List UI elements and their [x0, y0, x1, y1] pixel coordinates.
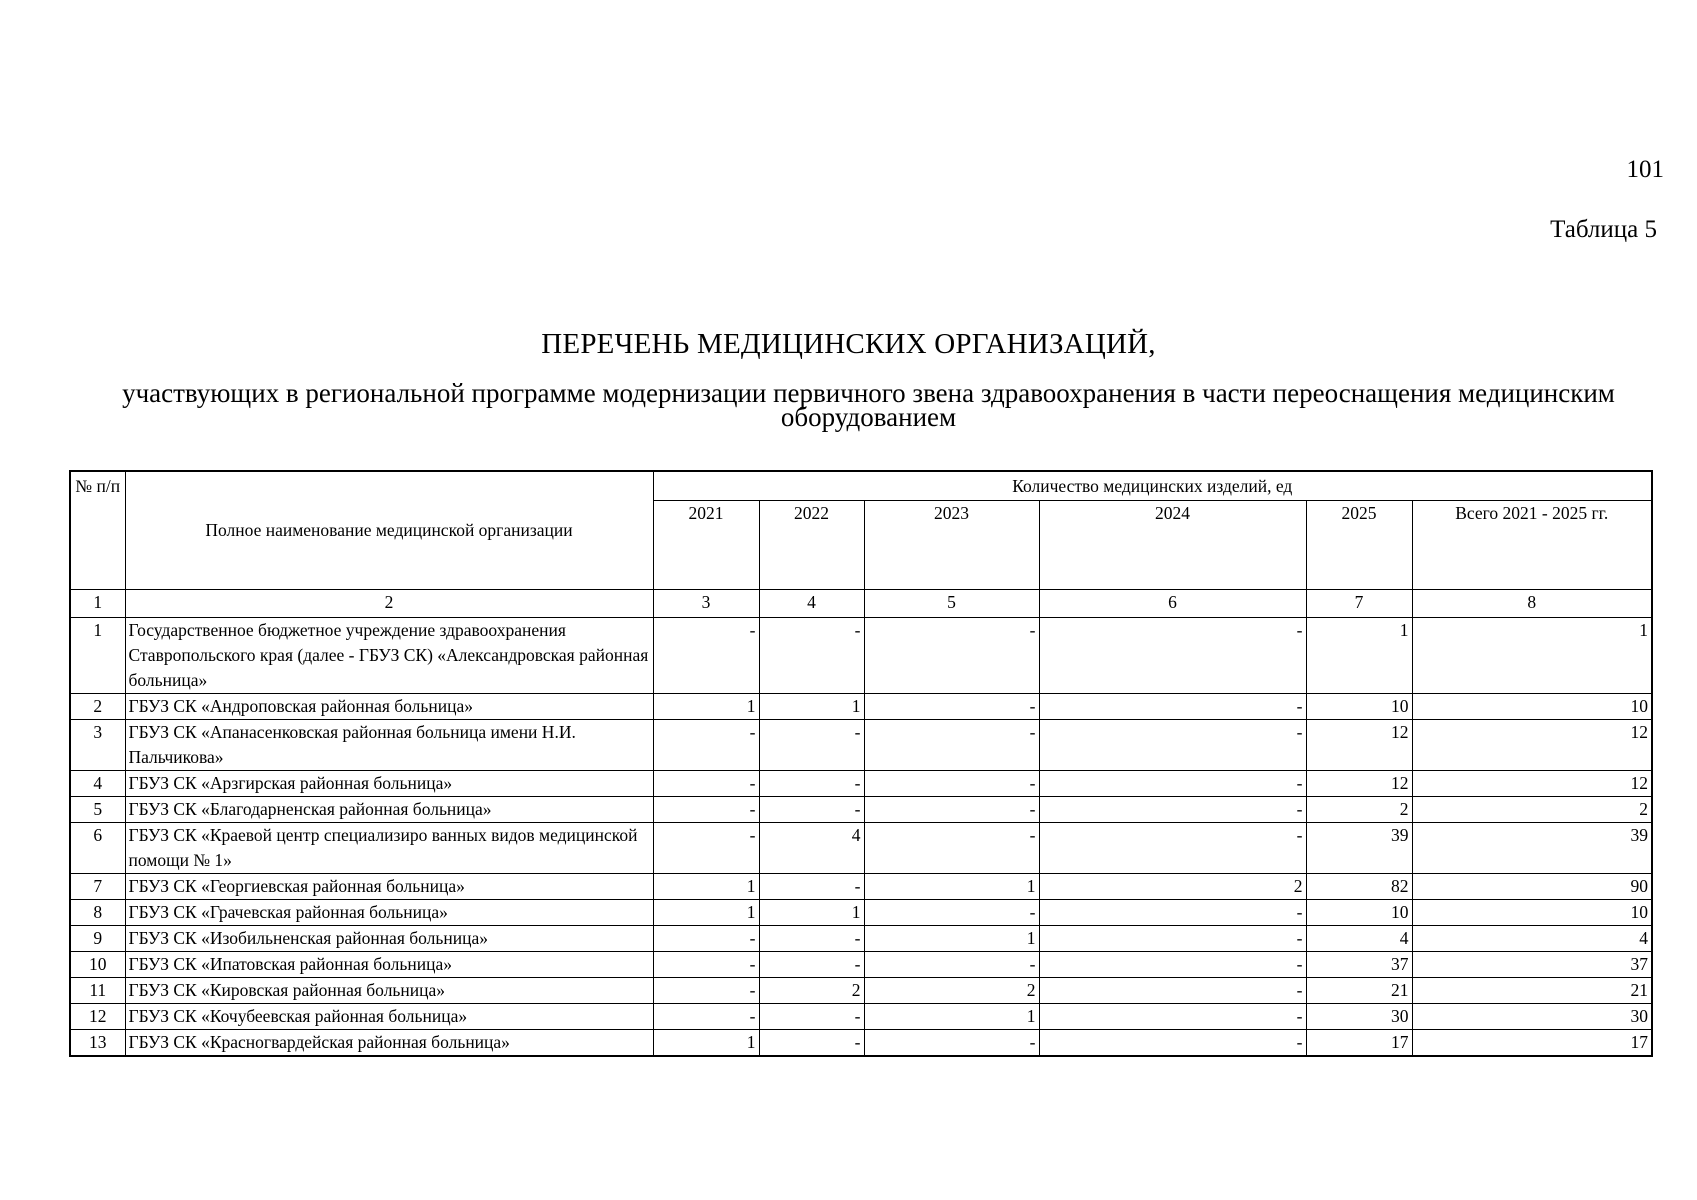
value-2025: 2 [1306, 797, 1412, 823]
value-2021: - [653, 978, 759, 1004]
value-2024: - [1039, 1004, 1306, 1030]
header-quantity-group: Количество медицинских изделий, ед [653, 471, 1652, 501]
value-2025: 37 [1306, 952, 1412, 978]
value-2023: 1 [864, 874, 1039, 900]
value-2025: 17 [1306, 1030, 1412, 1057]
organization-name: ГБУЗ СК «Апанасенковская районная больница имени Н.И. Пальчикова» [125, 720, 653, 771]
value-total: 37 [1412, 952, 1652, 978]
value-2021: - [653, 1004, 759, 1030]
value-total: 17 [1412, 1030, 1652, 1057]
row-number: 7 [70, 874, 125, 900]
value-2024: - [1039, 926, 1306, 952]
value-2022: - [759, 1004, 864, 1030]
value-2023: - [864, 694, 1039, 720]
table-row [70, 900, 1652, 926]
table-row [70, 926, 1652, 952]
value-2022: - [759, 926, 864, 952]
value-2025: 30 [1306, 1004, 1412, 1030]
row-number: 6 [70, 823, 125, 874]
table-label: Таблица 5 [1550, 216, 1657, 243]
value-2021: - [653, 952, 759, 978]
value-2021: 1 [653, 900, 759, 926]
organization-name: ГБУЗ СК «Изобильненская районная больница» [125, 926, 653, 952]
value-2023: 2 [864, 978, 1039, 1004]
header-year-2024: 2024 [1039, 501, 1306, 590]
row-number: 11 [70, 978, 125, 1004]
header-name: Полное наименование медицинской организации [125, 471, 653, 590]
header-num: № п/п [70, 471, 125, 590]
value-2025: 12 [1306, 720, 1412, 771]
value-2021: 1 [653, 1030, 759, 1057]
value-2021: - [653, 926, 759, 952]
value-2023: 1 [864, 926, 1039, 952]
column-number: 4 [759, 590, 864, 618]
table-row [70, 720, 1652, 771]
header-total: Всего 2021 - 2025 гг. [1412, 501, 1652, 590]
value-2024: - [1039, 694, 1306, 720]
value-2022: - [759, 952, 864, 978]
column-number: 2 [125, 590, 653, 618]
value-2022: - [759, 874, 864, 900]
row-number: 12 [70, 1004, 125, 1030]
column-number: 5 [864, 590, 1039, 618]
value-2025: 1 [1306, 618, 1412, 694]
value-2021: 1 [653, 874, 759, 900]
organization-name: ГБУЗ СК «Кочубеевская районная больница» [125, 1004, 653, 1030]
table-row [70, 823, 1652, 874]
organization-name: ГБУЗ СК «Краевой центр специализиро ванных видов медицинской помощи № 1» [125, 823, 653, 874]
value-2022: 1 [759, 900, 864, 926]
value-2021: - [653, 823, 759, 874]
value-2022: - [759, 771, 864, 797]
value-2024: - [1039, 978, 1306, 1004]
value-2023: 1 [864, 1004, 1039, 1030]
row-number: 3 [70, 720, 125, 771]
organization-name: ГБУЗ СК «Кировская районная больница» [125, 978, 653, 1004]
row-number: 13 [70, 1030, 125, 1057]
value-2021: - [653, 720, 759, 771]
table-row [70, 978, 1652, 1004]
value-2022: - [759, 797, 864, 823]
header-year-2025: 2025 [1306, 501, 1412, 590]
table-row [70, 1030, 1652, 1057]
value-total: 1 [1412, 618, 1652, 694]
organization-name: ГБУЗ СК «Андроповская районная больница» [125, 694, 653, 720]
value-2021: - [653, 771, 759, 797]
value-2023: - [864, 823, 1039, 874]
value-total: 30 [1412, 1004, 1652, 1030]
document-title: ПЕРЕЧЕНЬ МЕДИЦИНСКИХ ОРГАНИЗАЦИЙ, [541, 328, 1156, 360]
organization-name: ГБУЗ СК «Грачевская районная больница» [125, 900, 653, 926]
value-2025: 39 [1306, 823, 1412, 874]
value-2023: - [864, 900, 1039, 926]
header-year-2021: 2021 [653, 501, 759, 590]
header-year-2022: 2022 [759, 501, 864, 590]
column-number: 6 [1039, 590, 1306, 618]
value-2024: - [1039, 900, 1306, 926]
row-number: 2 [70, 694, 125, 720]
value-2021: - [653, 797, 759, 823]
value-2025: 12 [1306, 771, 1412, 797]
value-2022: - [759, 1030, 864, 1057]
value-2023: - [864, 771, 1039, 797]
value-2025: 21 [1306, 978, 1412, 1004]
row-number: 9 [70, 926, 125, 952]
value-2023: - [864, 1030, 1039, 1057]
value-2023: - [864, 952, 1039, 978]
document-subtitle: участвующих в региональной программе модернизации первичного звена здравоохранения в части переоснащения медицинским оборудованием [122, 378, 1615, 432]
row-number: 5 [70, 797, 125, 823]
value-2023: - [864, 797, 1039, 823]
column-number: 1 [70, 590, 125, 618]
organization-name: ГБУЗ СК «Арзгирская районная больница» [125, 771, 653, 797]
value-2022: 2 [759, 978, 864, 1004]
value-2021: 1 [653, 694, 759, 720]
organization-name: ГБУЗ СК «Благодарненская районная больница» [125, 797, 653, 823]
value-2024: - [1039, 1030, 1306, 1057]
table-row [70, 694, 1652, 720]
value-2024: - [1039, 797, 1306, 823]
table-row [70, 1004, 1652, 1030]
organizations-table [69, 470, 1653, 1057]
value-2024: 2 [1039, 874, 1306, 900]
value-total: 21 [1412, 978, 1652, 1004]
value-2022: 4 [759, 823, 864, 874]
value-2024: - [1039, 952, 1306, 978]
value-total: 10 [1412, 694, 1652, 720]
value-total: 90 [1412, 874, 1652, 900]
value-total: 2 [1412, 797, 1652, 823]
row-number: 10 [70, 952, 125, 978]
value-2025: 10 [1306, 694, 1412, 720]
value-2024: - [1039, 823, 1306, 874]
page-number: 101 [1626, 156, 1664, 183]
value-2022: - [759, 618, 864, 694]
value-2024: - [1039, 771, 1306, 797]
value-2023: - [864, 618, 1039, 694]
value-total: 12 [1412, 720, 1652, 771]
value-2025: 4 [1306, 926, 1412, 952]
table-row [70, 797, 1652, 823]
table-row [70, 618, 1652, 694]
row-number: 1 [70, 618, 125, 694]
column-number-row [70, 590, 1652, 618]
value-total: 39 [1412, 823, 1652, 874]
row-number: 8 [70, 900, 125, 926]
value-2024: - [1039, 720, 1306, 771]
value-2023: - [864, 720, 1039, 771]
value-2024: - [1039, 618, 1306, 694]
column-number: 3 [653, 590, 759, 618]
column-number: 8 [1412, 590, 1652, 618]
value-2025: 10 [1306, 900, 1412, 926]
table-row [70, 874, 1652, 900]
value-total: 4 [1412, 926, 1652, 952]
organization-name: Государственное бюджетное учреждение здравоохранения Ставропольского края (далее - ГБУЗ СК) «Александровская районная больница» [125, 618, 653, 694]
value-2025: 82 [1306, 874, 1412, 900]
value-total: 10 [1412, 900, 1652, 926]
row-number: 4 [70, 771, 125, 797]
value-total: 12 [1412, 771, 1652, 797]
table-row [70, 771, 1652, 797]
header-year-2023: 2023 [864, 501, 1039, 590]
table-row [70, 952, 1652, 978]
value-2021: - [653, 618, 759, 694]
organization-name: ГБУЗ СК «Ипатовская районная больница» [125, 952, 653, 978]
organization-name: ГБУЗ СК «Георгиевская районная больница» [125, 874, 653, 900]
value-2022: 1 [759, 694, 864, 720]
column-number: 7 [1306, 590, 1412, 618]
value-2022: - [759, 720, 864, 771]
organization-name: ГБУЗ СК «Красногвардейская районная больница» [125, 1030, 653, 1057]
